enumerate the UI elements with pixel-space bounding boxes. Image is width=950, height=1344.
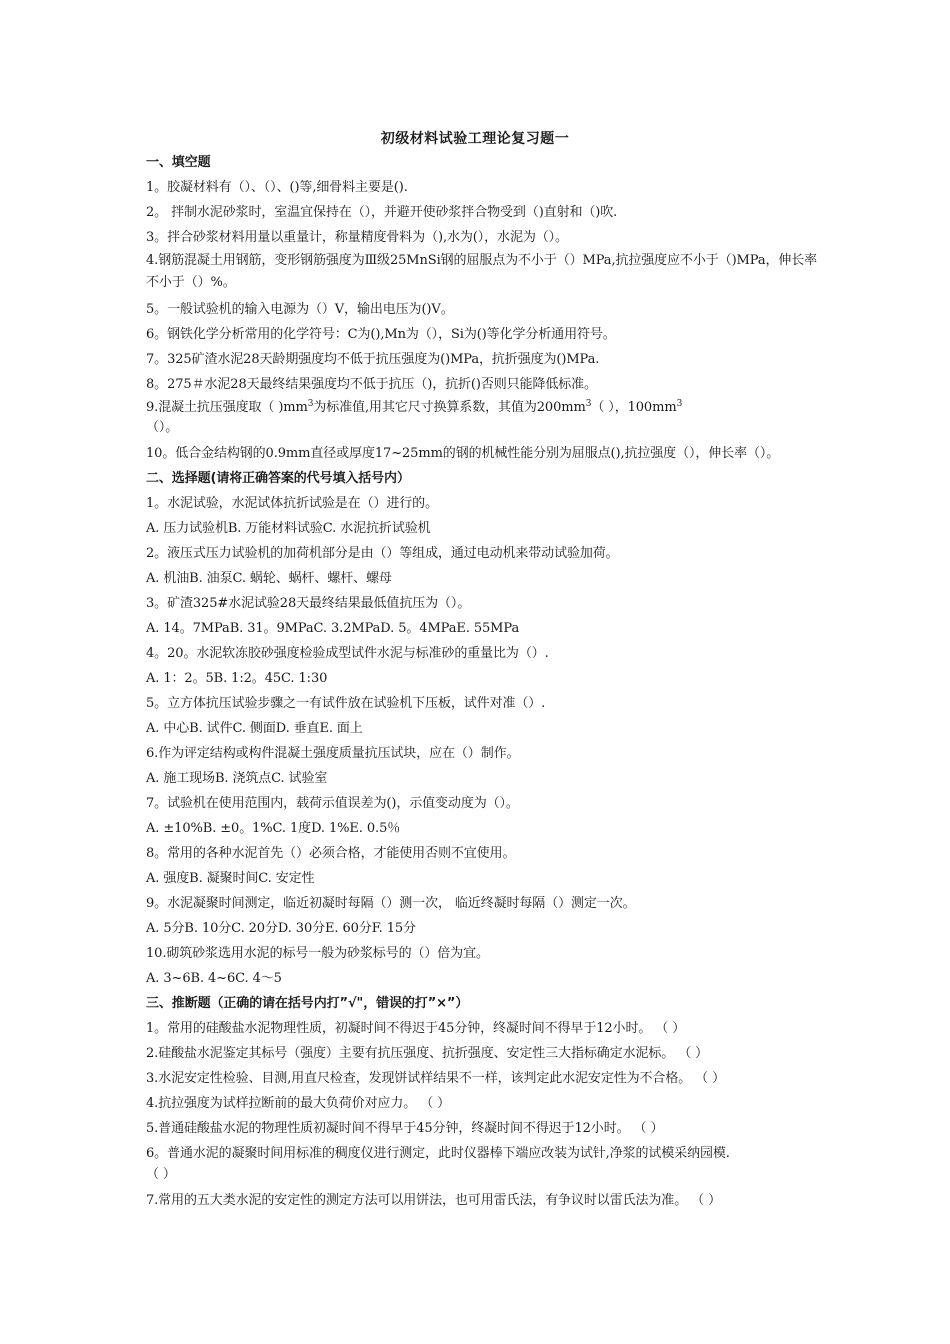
fill-item-9-part-a: 9.混凝土抗压强度取（ )mm (146, 400, 308, 415)
judge-item-2: 2.硅酸盐水泥鉴定其标号（强度）主要有抗压强度、抗折强度、安定性三大指标确定水泥标。 （ ） (146, 1046, 709, 1061)
choice-question-1: 1。水泥试验，水泥试体抗折试验是在（）进行的。 (146, 496, 438, 511)
fill-item-3: 3。拌合砂浆材料用量以重量计，称量精度骨料为（),水为(），水泥为（）。 (146, 230, 568, 245)
choice-options-8: A. 强度B. 凝聚时间C. 安定性 (146, 871, 315, 886)
choice-options-6: A. 施工现场B. 浇筑点C. 试验室 (146, 771, 328, 786)
superscript-3: 3 (307, 399, 314, 409)
fill-item-9-continued: （）。 (146, 420, 179, 435)
fill-item-9 (146, 397, 821, 419)
choice-options-7: A. ±10%B. ±0。1%C. 1度D. 1%E. 0.5％ (146, 821, 401, 836)
choice-question-6: 6.作为评定结构或构件混凝土强度质量抗压试块，应在（）制作。 (146, 746, 520, 761)
page-title: 初级材料试验工理论复习题一 (380, 131, 570, 147)
fill-item-8: 8。275＃水泥28天最终结果强度均不低于抗压（)，抗折()否则只能降低标准。 (146, 377, 597, 392)
judge-item-6: 6。普通水泥的凝聚时间用标准的稠度仪进行测定，此时仪器棒下端应改装为试针,净浆的试模采纳园模. (146, 1146, 730, 1161)
choice-options-3: A. 14。7MPaB. 31。9MPaC. 3.2MPaD. 5。4MPaE. 55MPa (146, 621, 520, 636)
judge-item-6-answer-bracket: （ ） (146, 1167, 176, 1182)
document-body (146, 150, 821, 1213)
choice-options-9: A. 5分B. 10分C. 20分D. 30分E. 60分F. 15分 (146, 921, 416, 936)
choice-question-9: 9。水泥凝聚时间测定，临近初凝时每隔（）测一次， 临近终凝时每隔（）测定一次。 (146, 896, 636, 911)
choice-question-7: 7。试验机在使用范围内，载荷示值误差为()，示值变动度为（）。 (146, 796, 519, 811)
fill-item-6: 6。钢铁化学分析常用的化学符号：C为(),Mn为（），Si为()等化学分析通用符号。 (146, 327, 616, 342)
choice-question-10: 10.砌筑砂浆选用水泥的标号一般为砂浆标号的（）倍为宜。 (146, 946, 489, 961)
section-heading-judge: 三、推断题（正确的请在括号内打”√"，错误的打”×”） (146, 996, 469, 1011)
fill-item-7: 7。325矿渣水泥28天龄期强度均不低于抗压强度为()MPa，抗折强度为()MPa. (146, 352, 600, 367)
fill-item-9-part-b: 为标准值,用其它尺寸换算系数，其值为200mm (313, 400, 586, 415)
judge-item-5: 5.普通硅酸盐水泥的物理性质初凝时间不得早于45分钟，终凝时间不得迟于12小时。 （ ） (146, 1121, 664, 1136)
choice-options-10: A. 3~6B. 4~6C. 4～5 (146, 971, 282, 986)
judge-item-3: 3.水泥安定性检验、目测,用直尺检查，发现饼试样结果不一样，该判定此水泥安定性为不合格。 （ ） (146, 1071, 726, 1086)
choice-question-3: 3。矿渣325#水泥试验28天最终结果最低值抗压为（）。 (146, 596, 471, 611)
judge-item-4: 4.抗拉强度为试样拉断前的最大负荷价对应力。 （ ） (146, 1096, 451, 1111)
superscript-3: 3 (585, 399, 592, 409)
section-heading-choice: 二、选择题(请将正确答案的代号填入括号内） (146, 471, 410, 486)
section-heading-fill: 一、填空题 (146, 155, 211, 170)
judge-item-7: 7.常用的五大类水泥的安定性的测定方法可以用饼法，也可用雷氏法，有争议时以雷氏法为准。 （ ） (146, 1193, 721, 1208)
fill-item-9-part-c: （ ），100mm (591, 400, 677, 415)
fill-item-2: 2。 拌制水泥砂浆时，室温宜保持在（），并避开使砂浆拌合物受到（)直射和（)吹. (146, 205, 618, 220)
fill-item-10: 10。低合金结构钢的0.9mm直径或厚度17~25mm的钢的机械性能分别为屈服点(),抗拉强度（），伸长率（）。 (146, 446, 780, 461)
choice-question-8: 8。常用的各种水泥首先（）必须合格，才能使用否则不宜使用。 (146, 846, 516, 861)
choice-question-4: 4。20。水泥软冻胶砂强度检验成型试件水泥与标准砂的重量比为（）. (146, 646, 549, 661)
choice-options-5: A. 中心B. 试件C. 侧面D. 垂直E. 面上 (146, 721, 363, 736)
choice-options-1: A. 压力试验机B. 万能材料试验C. 水泥抗折试验机 (146, 521, 431, 536)
choice-question-2: 2。液压式压力试验机的加荷机部分是由（）等组成，通过电动机来带动试验加荷。 (146, 546, 619, 561)
choice-options-4: A. 1：2。5B. 1:2。45C. 1:30 (146, 671, 328, 686)
fill-item-4: 4.钢筋混凝土用钢筋，变形钢筋强度为Ⅲ级25MnSi钢的屈服点为不小于（）MPa,抗拉强度应不小于（)MPa，伸长率不小于（）%。 (146, 253, 818, 290)
fill-item-1: 1。胶凝材料有（）、（）、()等,细骨料主要是(). (146, 180, 408, 195)
judge-item-1: 1。常用的硅酸盐水泥物理性质，初凝时间不得迟于45分钟，终凝时间不得早于12小时。 （ ） (146, 1021, 686, 1036)
fill-item-5: 5。一般试验机的输入电源为（）V，输出电压为()V。 (146, 302, 454, 317)
choice-question-5: 5。立方体抗压试验步骤之一有试件放在试验机下压板，试件对准（）. (146, 696, 546, 711)
choice-options-2: A. 机油B. 油泵C. 蜗轮、蜗杆、螺杆、螺母 (146, 571, 392, 586)
superscript-3: 3 (676, 399, 683, 409)
